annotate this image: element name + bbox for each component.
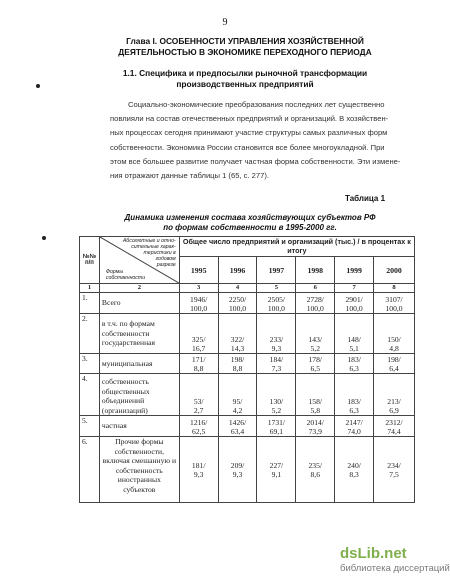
cell-percent: 14,3	[230, 344, 245, 353]
row-number: 4.	[80, 374, 100, 416]
table-row	[80, 314, 415, 354]
group-header: Общее число предприятий и организаций (тыс.) / в процентах к итогу	[179, 237, 414, 257]
table-cell	[218, 374, 257, 416]
cell-percent: 8,3	[349, 469, 359, 479]
row-number: 2.	[80, 314, 100, 354]
cell-percent: 100,0	[190, 304, 208, 313]
cell-count: 234/	[387, 460, 401, 470]
chapter-title	[95, 36, 395, 58]
paragraph-line: ния отражают данные таблицы 1 (65, с. 277).	[110, 171, 269, 181]
table-cell	[218, 314, 257, 354]
cell-percent: 100,0	[385, 304, 403, 313]
cell-percent: 4,2	[232, 406, 243, 415]
cell-percent: 100,0	[306, 304, 324, 313]
table-cell	[179, 293, 218, 314]
cell-count: 53/	[193, 397, 204, 406]
table-cell	[218, 416, 257, 437]
chapter-title-line-1: Глава I. ОСОБЕННОСТИ УПРАВЛЕНИЯ ХОЗЯЙСТВЕННОЙ	[126, 36, 364, 46]
cell-percent: 9,1	[271, 469, 282, 479]
section-title-line-1: 1.1. Специфика и предпосылки рыночной трансформации	[122, 68, 368, 78]
section-title-line-2: производственных предприятий	[176, 79, 314, 89]
table-label: Таблица 1	[345, 194, 386, 203]
watermark[interactable]	[340, 545, 450, 574]
cell-count: 181/	[191, 460, 206, 470]
row-number: 1.	[80, 293, 100, 314]
table-cell	[179, 374, 218, 416]
cell-count: 143/	[308, 335, 323, 344]
table-row	[80, 354, 415, 374]
row-number: 6.	[80, 437, 100, 503]
table-cell	[257, 374, 296, 416]
table-cell	[257, 354, 296, 374]
cell-count: 2147/	[345, 418, 363, 427]
margin-bullet-mark	[36, 84, 40, 88]
num-header-line: №№	[82, 254, 97, 260]
cell-count: 1216/	[190, 418, 208, 427]
cell-count: 209/	[230, 460, 245, 470]
cell-count: 233/	[269, 335, 284, 344]
body-paragraph	[110, 98, 405, 183]
table-cell	[257, 416, 296, 437]
table-row	[80, 416, 415, 437]
column-index: 3	[179, 284, 218, 293]
cell-count: 198/	[387, 355, 401, 364]
paragraph-line: собственности. Экономика России становится все более многоукладной. При	[110, 142, 385, 152]
corner-bottom-line: собственности	[105, 275, 146, 281]
table-cell	[218, 354, 257, 374]
table-cell	[374, 293, 415, 314]
cell-count: 2505/	[267, 295, 286, 304]
table-row	[80, 293, 415, 314]
cell-percent: 9,3	[271, 344, 282, 353]
table-cell	[179, 416, 218, 437]
table-cell	[296, 437, 335, 503]
cell-percent: 4,8	[389, 344, 399, 353]
table-cell	[374, 374, 415, 416]
column-index: 1	[80, 284, 100, 293]
cell-count: 3107/	[385, 295, 403, 304]
cell-percent: 5,1	[349, 344, 359, 353]
cell-percent: 7,3	[271, 364, 282, 373]
section-title	[100, 68, 390, 90]
year-header: 2000	[374, 257, 415, 284]
cell-percent: 6,3	[349, 364, 359, 373]
corner-top-line: разрезе	[156, 262, 176, 268]
cell-percent: 6,3	[349, 406, 359, 415]
table-cell	[335, 293, 374, 314]
row-name: собственность общественных объединений (организаций)	[99, 374, 179, 416]
year-header: 1995	[179, 257, 218, 284]
year-header: 1996	[218, 257, 257, 284]
table-caption-line-1: Динамика изменения состава хозяйствующих субъектов РФ	[124, 213, 376, 222]
cell-percent: 74,0	[347, 427, 361, 436]
cell-percent: 6,9	[389, 406, 399, 415]
table-caption-line-2: по формам собственности в 1995-2000 гг.	[163, 223, 337, 232]
cell-count: 235/	[308, 460, 323, 470]
table-cell	[374, 354, 415, 374]
row-name: Всего	[99, 293, 179, 314]
cell-count: 1426/	[228, 418, 247, 427]
paragraph-line: ных процессах сегодня принимают участие структуры самых различных форм	[110, 128, 388, 138]
cell-count: 148/	[347, 335, 361, 344]
paragraph-line: Социально-экономические преобразования последних лет существенно	[128, 100, 385, 109]
cell-percent: 7,5	[389, 469, 399, 479]
table-cell	[296, 354, 335, 374]
year-header: 1997	[257, 257, 296, 284]
corner-top-line: годовом	[155, 256, 176, 262]
cell-percent: 100,0	[267, 304, 285, 313]
cell-count: 325/	[191, 335, 206, 344]
column-index: 6	[296, 284, 335, 293]
ownership-table	[79, 236, 415, 503]
table-cell	[374, 416, 415, 437]
cell-count: 1946/	[190, 295, 208, 304]
cell-percent: 6,4	[389, 364, 399, 373]
cell-percent: 74,4	[387, 427, 401, 436]
cell-count: 213/	[387, 397, 401, 406]
table-cell	[335, 314, 374, 354]
row-name: частная	[99, 416, 179, 437]
table-cell	[335, 416, 374, 437]
cell-count: 2312/	[385, 418, 403, 427]
cell-count: 158/	[308, 397, 323, 406]
table-cell	[218, 437, 257, 503]
year-header: 1999	[335, 257, 374, 284]
margin-bullet-mark	[42, 236, 46, 240]
column-index: 7	[335, 284, 374, 293]
row-name: Прочие формы собственности, включая смешанную и собственность иностранных субъектов	[99, 437, 179, 503]
row-name: в т.ч. по формам собственности государственная	[99, 314, 179, 354]
cell-count: 227/	[269, 460, 284, 470]
table-cell	[257, 314, 296, 354]
corner-bottom-label	[106, 269, 145, 281]
num-header-line: п/п	[85, 260, 94, 266]
cell-percent: 100,0	[228, 304, 247, 313]
cell-count: 183/	[347, 397, 361, 406]
cell-percent: 2,7	[193, 406, 204, 415]
corner-bottom-line: Формы	[105, 269, 124, 275]
cell-percent: 69,1	[269, 427, 284, 436]
cell-percent: 16,7	[192, 344, 206, 353]
chapter-title-line-2: ДЕЯТЕЛЬНОСТЬЮ В ЭКОНОМИКЕ ПЕРЕХОДНОГО ПЕРИОДА	[118, 47, 372, 57]
table-cell	[179, 437, 218, 503]
cell-percent: 62,5	[192, 427, 206, 436]
year-header: 1998	[296, 257, 335, 284]
cell-count: 322/	[230, 335, 245, 344]
page-number: 9	[222, 17, 228, 28]
cell-percent: 9,3	[193, 469, 204, 479]
cell-percent: 8,8	[193, 364, 204, 373]
cell-count: 2250/	[228, 295, 247, 304]
table-cell	[296, 374, 335, 416]
corner-top-label	[123, 238, 176, 268]
table-row	[80, 437, 415, 503]
row-name: муниципальная	[99, 354, 179, 374]
num-header	[80, 237, 100, 284]
cell-count: 130/	[269, 397, 284, 406]
table-cell	[179, 354, 218, 374]
cell-percent: 5,2	[310, 344, 320, 353]
table-cell	[374, 314, 415, 354]
cell-count: 95/	[232, 397, 243, 406]
cell-count: 183/	[347, 355, 361, 364]
table-cell	[296, 416, 335, 437]
cell-count: 198/	[230, 355, 245, 364]
table-cell	[257, 293, 296, 314]
corner-top-line: Абсолютные и отно-	[122, 238, 176, 244]
cell-percent: 5,8	[310, 406, 320, 415]
table-caption	[100, 213, 400, 233]
cell-percent: 5,2	[271, 406, 282, 415]
cell-count: 150/	[387, 335, 401, 344]
cell-count: 2014/	[306, 418, 324, 427]
table-cell	[335, 437, 374, 503]
paragraph-line: этом все большее развитие получает частная форма собственности. Эти измене-	[110, 156, 401, 166]
watermark-subtitle: библиотека диссертаций	[340, 563, 450, 574]
cell-count: 2901/	[345, 295, 363, 304]
cell-percent: 63,4	[230, 427, 245, 436]
cell-count: 178/	[308, 355, 323, 364]
table-cell	[218, 293, 257, 314]
row-number: 5.	[80, 416, 100, 437]
cell-count: 171/	[191, 355, 206, 364]
column-index: 8	[374, 284, 415, 293]
table-cell	[335, 354, 374, 374]
column-index: 4	[218, 284, 257, 293]
corner-top-line: сительные харак-	[131, 244, 176, 250]
corner-header	[99, 237, 179, 284]
cell-percent: 100,0	[345, 304, 363, 313]
cell-percent: 9,3	[232, 469, 243, 479]
cell-percent: 8,6	[310, 469, 320, 479]
table-cell	[257, 437, 296, 503]
column-index-row	[80, 284, 415, 293]
table-row	[80, 374, 415, 416]
watermark-brand[interactable]: dsLib.net	[340, 545, 407, 562]
cell-count: 184/	[269, 355, 284, 364]
table-cell	[374, 437, 415, 503]
table-cell	[296, 314, 335, 354]
row-number: 3.	[80, 354, 100, 374]
paragraph-line: повлияли на состав отечественных предприятий и организаций. В хозяйствен-	[110, 114, 389, 124]
cell-percent: 6,5	[310, 364, 320, 373]
corner-top-line: теристики в	[143, 250, 176, 256]
column-index: 2	[99, 284, 179, 293]
cell-percent: 73,9	[308, 427, 322, 436]
column-index: 5	[257, 284, 296, 293]
table-cell	[179, 314, 218, 354]
cell-count: 2728/	[306, 295, 324, 304]
cell-percent: 8,8	[232, 364, 243, 373]
cell-count: 240/	[347, 460, 361, 470]
table-cell	[335, 374, 374, 416]
cell-count: 1731/	[267, 418, 286, 427]
table-cell	[296, 293, 335, 314]
